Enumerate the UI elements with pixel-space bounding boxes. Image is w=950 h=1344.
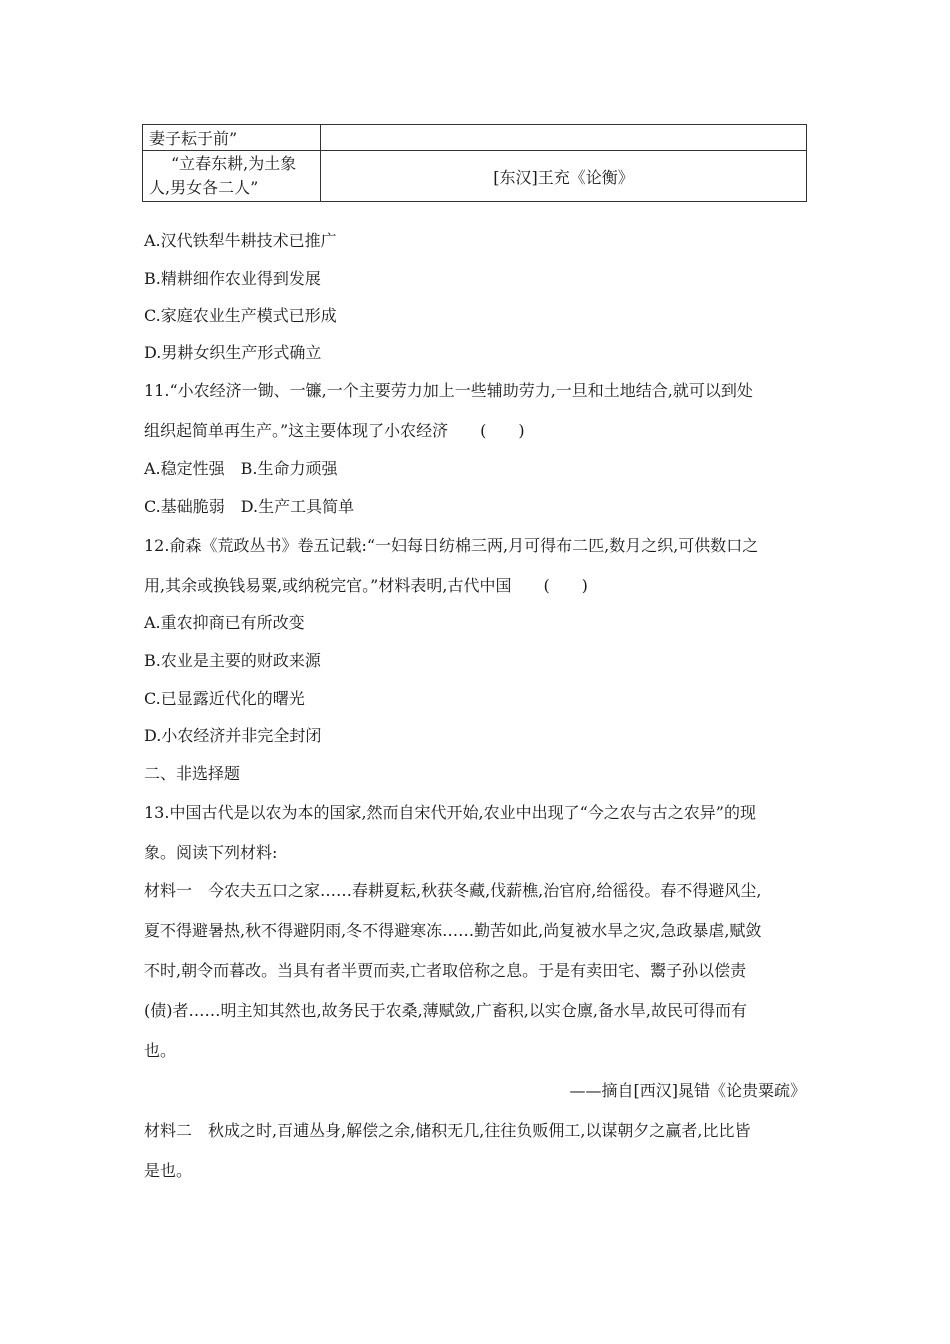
material-one-line: (债)者……明主知其然也,故务民于农桑,薄赋敛,广畜积,以实仓廪,备水旱,故民可得而有 xyxy=(144,1001,748,1020)
table-cell xyxy=(321,125,807,151)
table-cell xyxy=(143,151,321,202)
material-one-line: 夏不得避暑热,秋不得避阴雨,冬不得避寒冻……勤苦如此,尚复被水旱之灾,急政暴虐,赋敛 xyxy=(144,921,762,940)
material-one-line: 材料一 今农夫五口之家……春耕夏耘,秋获冬藏,伐薪樵,治官府,给徭役。春不得避风尘, xyxy=(144,881,762,900)
q11-stem-line: 组织起简单再生产。”这主要体现了小农经济 ( ) xyxy=(144,421,525,440)
material-one-line: 也。 xyxy=(144,1041,177,1060)
q12-option-b: B.农业是主要的财政来源 xyxy=(144,651,321,670)
material-two-line: 是也。 xyxy=(144,1161,193,1180)
q12-option-c: C.已显露近代化的曙光 xyxy=(144,689,305,708)
q12-stem-line: 用,其余或换钱易粟,或纳税完官。”材料表明,古代中国 ( ) xyxy=(144,576,588,595)
cell-text-line: 人,男女各二人” xyxy=(149,178,259,197)
q10-option-c: C.家庭农业生产模式已形成 xyxy=(144,306,337,325)
table-cell: 妻子耘于前” xyxy=(143,125,321,151)
q13-stem-line: 13.中国古代是以农为本的国家,然而自宋代开始,农业中出现了“今之农与古之农异”的现 xyxy=(144,803,756,822)
material-two-line: 材料二 秋成之时,百逋丛身,解偿之余,储积无几,往往负贩佣工,以谋朝夕之赢者,比比皆 xyxy=(144,1121,751,1140)
q11-stem-line: 11.“小农经济一锄、一镰,一个主要劳力加上一些辅助劳力,一旦和土地结合,就可以到处 xyxy=(144,381,753,400)
q10-option-a: A.汉代铁犁牛耕技术已推广 xyxy=(144,231,337,250)
q10-option-b: B.精耕细作农业得到发展 xyxy=(144,269,321,288)
q13-stem-line: 象。阅读下列材料: xyxy=(144,843,278,862)
table-cell: [东汉]王充《论衡》 xyxy=(321,151,807,202)
q10-option-d: D.男耕女织生产形式确立 xyxy=(144,343,322,362)
table-row xyxy=(143,125,807,151)
section-heading: 二、非选择题 xyxy=(144,764,241,783)
q11-options: C.基础脆弱 D.生产工具简单 xyxy=(144,497,355,516)
q11-options: A.稳定性强 B.生命力顽强 xyxy=(144,459,338,478)
q12-option-d: D.小农经济并非完全封闭 xyxy=(144,726,322,745)
material-one-source: ——摘自[西汉]晁错《论贵粟疏》 xyxy=(569,1081,806,1100)
cell-text-line: “立春东耕,为土象 xyxy=(171,154,297,173)
material-one-line: 不时,朝令而暮改。当具有者半贾而卖,亡者取倍称之息。于是有卖田宅、鬻子孙以偿责 xyxy=(144,961,747,980)
source-table xyxy=(142,124,807,202)
q12-option-a: A.重农抑商已有所改变 xyxy=(144,613,305,632)
table-row xyxy=(143,151,807,202)
q12-stem-line: 12.俞森《荒政丛书》卷五记载:“一妇每日纺棉三两,月可得布二匹,数月之织,可供数口之 xyxy=(144,536,759,555)
